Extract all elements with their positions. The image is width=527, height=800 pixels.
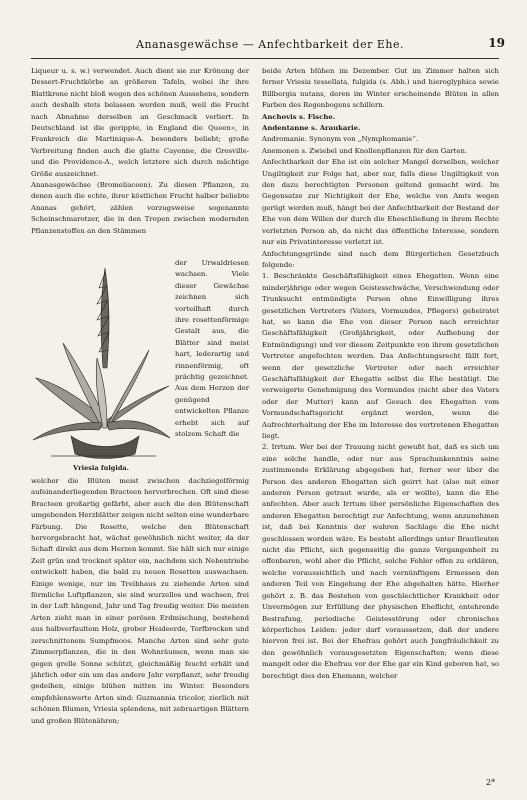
running-title: Ananasgewächse — Anfechtbarkeit der Ehe. [136,38,404,51]
paragraph-irrtum: 2. Irrtum. Wer bei der Trauung nicht gewußt hat, daß es sich um eine solche handle, oder nur aus Sprachunkenntnis seine zustimmende Erklärung abgegeben hat, ferner wer über die Person des anderen Ehegatten sich geirrt hat (also mit einer anderen Person getraut wurde, als er wollte), kann die Ehe anfechten. Aber auch Irrtum über persönliche Eigenschaften des anderen Ehegatten berechtigt zur Anfechtung, wenn anzunehmen ist, daß bei Kenntnis der wahren Sachlage die Ehe nicht geschlossen worden wäre. Es besteht allerdings unter Brautleuten nicht die Pflicht, sich gegenseitig die ganze Vergangenheit zu offenbaren, wohl aber die Pflicht, solche Fehler offen zu erklären, welche voraussichtlich und nach vernünftigem Ermessen den anderen Teil von Eingehung der Ehe abgehalten hätte. Hierher gehört z. B. das Bestehen von geschlechtlicher Krankheit oder Unvermögen zur Erfüllung der physischen Eheflicht, entehrende Bestrafung, periodische Geistesstörung oder chronisches körperliches Leiden: jeder darf voraussetzen, daß der andere hiervon frei ist. Bei der Ehefrau gehört auch Jungfräulichkeit zu den gewöhnlich vorausgesetzten Eigenschaften; wenn diese mangelt oder die Ehefrau vor der Ehe gar ein Kind geboren hat, so berechtigt dies den Ehemann, welcher [262,443,499,680]
bromeliad-drawing [31,258,171,463]
paragraph-anfechtungsgruende: Anfechtungsgründe sind nach dem Bürgerlichen Gesetzbuch folgende: [262,249,499,269]
paragraph-geschaeftsfaehigkeit: 1. Beschränkte Geschäftsfähigkeit eines Ehegatten. Wenn eine minderjährige oder wegen Geistesschwäche, Verschwendung oder Trunksucht entmündigte Person ohne Einwilligung ihres gesetzlichen Vertreters (Vaters, Vormundes, Pflegers) geheiratet hat, so kann die Ehe von dieser Person nach erreichter Geschäftsfähigkeit (Großjährigkeit, oder Aufhebung der Entmündigung) und vor diesem Zeitpunkte von ihrem gesetzlichen Vertreter angefochten werden. Das Anfechtungsrecht fällt fort, wenn der gesetzliche Vertreter oder nach erreichter Geschäftsfähigkeit der Ehegatte selbst die Ehe bestätigt. Die verweigerte Genehmigung des Vormundes (nicht aber des Vaters oder der Mutter) kann auf Gesuch des Ehegatten vom Vormundschaftsgericht ergänzt werden, wenn die Aufrechterhaltung der Ehe im Interesse des vertretenen Ehegatten liegt. [262,272,499,440]
entry-anfechtbarkeit: Anfechtbarkeit der Ehe ist ein solcher Mangel derselben, welcher Ungiltigkeit zur Folge hat, aber nur, falls diese Ungiltigkeit von den dazu berechtigten Personen geltend gemacht wird. Im Gegensatze zur Nichtigkeit der Ehe, welche von Amts wegen gerügt werden muß, hängt bei der Anfechtbarkeit der Bestand der Ehe von dem Willen der durch die Eheschließung in ihrem Rechte verletzten Person ab, da nicht das öffentliche Interesse, sondern nur ein Privatinteresse verletzt ist. [262,158,499,247]
header-rule [31,58,499,59]
page-number: 19 [488,36,505,50]
entry-andromanie: Andromanie. Synonym von „Nymphomanie“. [262,135,419,144]
paragraph-pineapple-uses: Liqueur u. s. w.) verwendet. Auch dient sie zur Krönung der Dessert-Fruchtkörbe an größeren Tafeln, wobei ihr ihre Blattkrone nicht bloß wegen des schönen Aussehens, sondern auch deshalb stets belassen werden muß, weil die Frucht nach Abnahme derselben an Geschmack verliert. In Deutschland ist die gerippte, in England die Queen», in Frankreich die Martinique-A. besonders beliebt; große Verbreitung finden auch die glatte Cayenne, die Grosville- und die Providence-A., welch letztere sich durch mächtige Größe auszeichnet. [31,67,249,178]
right-column [262,66,499,682]
vriesia-illustration [31,258,171,463]
illustration-caption: Vriesia fulgida. [73,464,129,472]
text-beside-illustration: der Urwaldriesen wachsen. Viele dieser Gewächse zeichnen sich vorteilhaft durch ihre rosettenförmige Gestalt aus, die Blätter sind meist hart, lederartig und rinnenförmig, oft prächtig gezeichnet. Aus dem Herzen der genügend entwickelten Pflanze erhebt sich auf stolzem Schaft die [175,259,249,439]
paragraph-continued-species: beide Arten blühen im Dezember. Gut im Zimmer halten sich ferner Vriesia tessellata, fulgida (s. Abb.) und hieroglyphica sowie Billbergia nutans, deren im Winter erscheinende Blüten in allen Farben des Regenbogens schillern. [262,67,499,110]
paragraph-bracteen: welcher die Blüten meist zwischen dachziegelförmig aufeinanderliegenden Bracteen hervorbrechen. Oft sind diese Bracteen großartig gefärbt, aber auch die den Blütenschaft umgebenden Herzblätter zeigen nicht selten eine wunderbare Färbung. Die Rosette, welche den Blütenschaft hervorgebracht hat, wächst gewöhnlich nicht weiter, da der Schaft direkt aus dem Herzen kommt. Sie hält sich nur einige Zeit grün und trocknet später ein, nachdem sich Nebentriebe entwickelt haben, die bald zu neuen Rosetten auswachsen. Einige wenige, nur im Treibhaus zu ziehende Arten sind förmliche Luftpflanzen, sie sind wurzellos und wachsen, frei in der Luft hängend, Jahr und Tag freudig weiter. Die meisten Arten zieht man in einer porösen Erdmischung, bestehend aus halbverfaultem Holz, grober Heideerde, Torfbrocken und zerschnittenem Sumpfmoos. Manche Arten sind sehr gute Zimmerpflanzen, die in den Wohnräumen, wenn man sie gegen grelle Sonne schützt, gleichmäßig feucht erhält und jährlich oder ein um das andere Jahr verpflanzt, sehr freudig gedeihen, einige blühen mitten im Winter. Besonders empfehlenswerte Arten sind: Guzmannia tricolor, zierlich mit schönen Blumen, Vriesia splendens, mit zebraartigen Blättern und großen Blütenähren; [31,477,249,725]
entry-andentanne: Andentanne s. Araukarie. [262,124,361,133]
left-column [31,66,249,237]
paragraph-bromeliads-intro: Ananasgewächse (Bromeliaceen). Zu diesen Pflanzen, zu denen auch die echte, ihrer köstlichen Frucht halber beliebte Ananas gehört, zählen vorzugsweise sogenannte Scheinschmarotzer, die in den Tropen zwischen modernden Pflanzenstoffen an den Stämmen [31,181,249,235]
signature-mark: 2* [486,778,496,787]
left-column-bottom [31,476,249,727]
entry-anchovis: Anchovis s. Fische. [262,112,336,121]
page-header [0,0,527,60]
entry-anemonen: Anemonen s. Zwiebel und Knollenpflanzen für den Garten. [262,146,468,155]
